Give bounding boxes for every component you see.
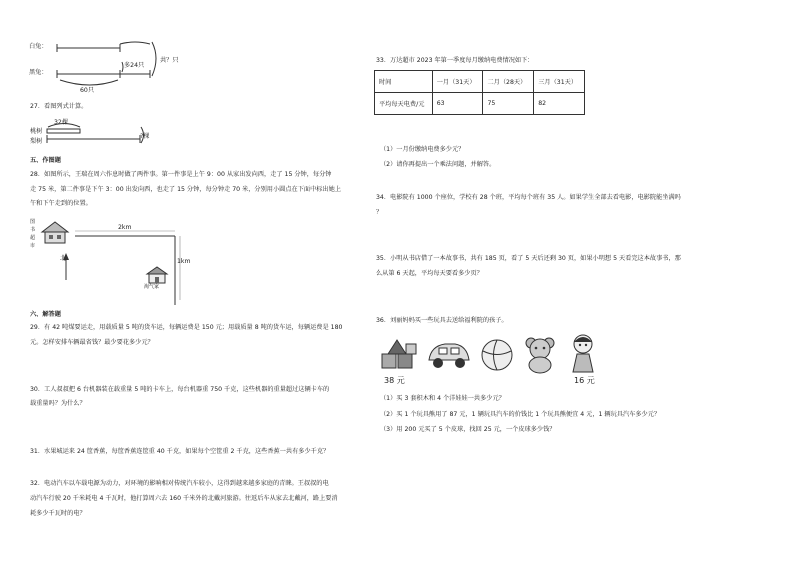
building-blocks-icon [380,336,420,372]
distance-horizontal: 2km [118,224,132,231]
q33-sub1: （1）一月份缴纳电费多少元？ [380,146,465,153]
q36-sub2: （2）买 1 个玩具熊用了 87 元，1 辆玩具汽车的价钱比 1 个玩具熊便宜 4 元，1 辆玩具汽车多少元？ [380,411,661,418]
section5-title: 五、作图题 [30,157,61,164]
header-cell: 三月（31天） [534,71,585,93]
header-cell: 二月（28天） [483,71,534,93]
q29-line1: 29．有 42 吨煤要运走，用载质量 5 吨的货车运，每辆运费是 150 元；用载质量 8 吨的货车运，每辆运费是 180 [30,324,343,331]
more-label: 多24只 [124,62,145,69]
table-header-row [375,71,585,93]
q30-line2: 载重量吗？为什么？ [30,400,86,407]
doll-icon [567,334,599,374]
bottom-label: 60只 [80,87,95,94]
q31-line1: 31．水果城运来 24 筐香蕉，每筐香蕉连筐重 40 千克，如果每个空筐重 2 千克，这些香蕉一共有多少千克？ [30,448,330,455]
library-label: 图书超市 [30,219,36,249]
electricity-table [374,70,585,115]
q33-sub2: （2）请你再提出一个乘法问题，并解答。 [380,161,496,168]
q27-row2-label: 梨树 [30,138,43,145]
station-label: 淘气家 [144,284,160,290]
q29-line2: 元。怎样安排车辆最省钱？最少要花多少元？ [30,339,154,346]
route-lines [0,0,200,320]
q36-title: 36．刘丽妈妈买一些玩具去送给福利院的孩子。 [376,317,508,324]
q34-line2: ？ [376,209,383,216]
q27-question-label: ?棵 [140,133,150,140]
white-rabbit-label: 白兔： [29,43,48,50]
value-cell: 75 [483,93,534,115]
row-label-cell: 平均每天电费/元 [375,93,433,115]
black-rabbit-label: 黑兔： [29,69,48,76]
q32-line1: 32．电动汽车以车载电源为动力，对环境的影响相对传统汽车较小，这得到越来越多家庭的青睐。王叔叔的电 [30,480,329,487]
ball-icon [480,338,514,372]
price-doll: 16 元 [574,376,595,385]
q34-line1: 34．电影院有 1000 个座位，学校有 28 个班，平均每个班有 35 人。如果学生全部去看电影，电影院能坐满吗 [376,194,681,201]
total-label: 共？只 [160,57,179,64]
q27-title: 27．看图列式计算。 [30,103,88,110]
q35-line1: 35．小明从书店借了一本故事书，共有 185 页，看了 5 天后还剩 30 页，如果小明想 5 天看完这本故事书，那 [376,255,681,262]
q32-line3: 耗多少千瓦时的电？ [30,510,86,517]
value-cell: 82 [534,93,585,115]
header-cell: 时间 [375,71,433,93]
distance-vertical: 1km [177,258,191,265]
q27-top-value: 32棵 [54,119,69,126]
q28-line2: 走 75 米，第二件事是下午 3：00 出发向西，也走了 15 分钟，每分钟走 70 米，分别用小圆点在下面中标出她上 [30,186,342,193]
q27-row1-label: 桃树 [30,128,43,135]
table-row [375,93,585,115]
q36-sub1: （1）买 3 套积木和 4 个洋娃娃一共多少元？ [380,395,505,402]
header-cell: 一月（31天） [432,71,483,93]
teddy-bear-icon [523,336,557,374]
q28-line3: 午和下午走到的位置。 [30,200,92,207]
section6-title: 六、解答题 [30,311,61,318]
q36-sub3: （3）用 200 元买了 5 个皮球，找回 25 元，一个皮球多少钱？ [380,426,556,433]
price-blocks: 38 元 [384,376,405,385]
north-label: 北 [60,255,67,262]
q35-line2: 么从第 6 天起，平均每天要看多少页？ [376,270,483,277]
q28-line1: 28．如图所示，王瑞在周六作息时做了两件事。第一件事是上午 9：00 从家出发向西，走了 15 分钟，每分钟 [30,171,332,178]
q30-line1: 30．工人叔叔把 6 台机器装在载重量 5 吨的卡车上，每台机器重 750 千克，这些机器的重量超过这辆卡车的 [30,386,330,393]
q33-title: 33．万达超市 2023 年第一季度每月缴纳电费情况如下： [376,57,534,64]
value-cell: 63 [432,93,483,115]
toy-car-icon [425,338,473,372]
q32-line2: 动汽车行驶 20 千米耗电 4 千瓦时，他打算周六去 160 千米外的北戴河旅游。往返后车从家去北戴河，路上要消 [30,495,338,502]
